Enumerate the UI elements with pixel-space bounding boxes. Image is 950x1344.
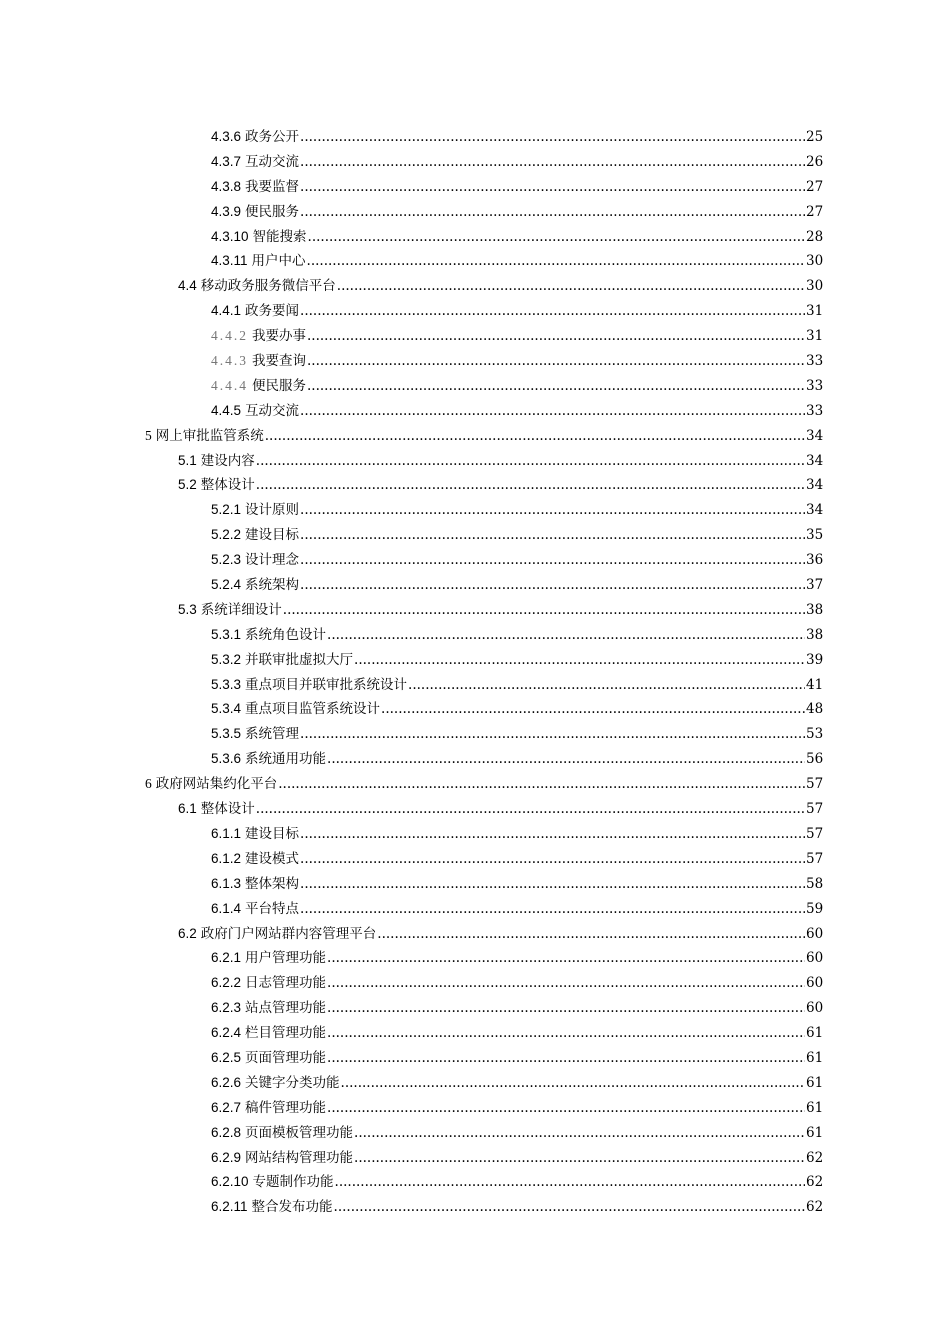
toc-entry-page-number: 34 xyxy=(806,502,824,519)
toc-entry-page-number: 34 xyxy=(806,452,824,469)
toc-entry-number: 5.2.2 xyxy=(211,527,242,543)
toc-entry-page-number: 57 xyxy=(806,850,824,867)
toc-entry-page-number: 31 xyxy=(806,328,824,345)
toc-entry[interactable] xyxy=(145,424,950,449)
toc-dot-leader xyxy=(377,922,805,947)
toc-entry-page-number: 62 xyxy=(806,1149,824,1166)
toc-entry-number: 6.2 xyxy=(178,925,197,941)
toc-entry[interactable] xyxy=(211,349,950,374)
toc-entry-page-number: 61 xyxy=(806,1099,824,1116)
toc-entry[interactable] xyxy=(211,648,950,673)
toc-entry-number: 6.2.9 xyxy=(211,1149,242,1165)
toc-entry-title: 系统详细设计 xyxy=(200,601,282,618)
toc-entry[interactable] xyxy=(211,1021,950,1046)
toc-entry-title: 政府门户网站群内容管理平台 xyxy=(200,925,377,942)
toc-entry-page-number: 39 xyxy=(806,651,824,668)
toc-entry-number: 4.4.4 xyxy=(211,377,248,393)
toc-entry-page-number: 60 xyxy=(806,1000,824,1017)
toc-dot-leader xyxy=(300,822,805,847)
toc-entry-title: 我要查询 xyxy=(252,353,306,370)
toc-entry-page-number: 31 xyxy=(806,303,824,320)
toc-entry-number: 6.2.7 xyxy=(211,1099,242,1115)
toc-entry-page-number: 61 xyxy=(806,1124,824,1141)
toc-entry-number: 6.1.4 xyxy=(211,900,242,916)
toc-entry-number: 6.2.4 xyxy=(211,1025,242,1041)
toc-entry[interactable] xyxy=(211,523,950,548)
toc-entry-title: 稿件管理功能 xyxy=(245,1099,327,1116)
toc-entry-page-number: 61 xyxy=(806,1049,824,1066)
toc-entry-number: 6.2.1 xyxy=(211,950,242,966)
toc-entry-number: 5.2.1 xyxy=(211,502,242,518)
toc-entry[interactable] xyxy=(211,1046,950,1071)
toc-entry-title: 重点项目监管系统设计 xyxy=(245,701,381,718)
toc-entry[interactable] xyxy=(178,922,950,947)
toc-dot-leader xyxy=(307,349,805,374)
toc-dot-leader xyxy=(300,175,805,200)
toc-dot-leader xyxy=(381,697,805,722)
toc-entry[interactable] xyxy=(211,946,950,971)
toc-entry-page-number: 28 xyxy=(806,228,824,245)
toc-entry-title: 系统通用功能 xyxy=(245,751,327,768)
toc-dot-leader xyxy=(327,971,805,996)
toc-entry-number: 4.4 xyxy=(178,278,197,294)
toc-entry-number: 4.4.1 xyxy=(211,303,242,319)
toc-entry-title: 设计原则 xyxy=(245,502,300,519)
toc-entry-page-number: 38 xyxy=(806,601,824,618)
toc-entry-title: 专题制作功能 xyxy=(252,1174,334,1191)
toc-dot-leader xyxy=(283,598,805,623)
toc-entry[interactable] xyxy=(211,971,950,996)
toc-entry-page-number: 33 xyxy=(806,402,824,419)
toc-entry-page-number: 59 xyxy=(806,900,824,917)
toc-dot-leader xyxy=(354,648,805,673)
toc-entry-title: 建设目标 xyxy=(245,825,300,842)
toc-entry-title: 政务公开 xyxy=(245,129,300,145)
toc-dot-leader xyxy=(337,274,805,299)
toc-entry-title: 栏目管理功能 xyxy=(245,1025,327,1042)
toc-entry-title: 网上审批监管系统 xyxy=(155,427,264,444)
toc-entry-title: 整体设计 xyxy=(200,477,255,494)
toc-entry[interactable] xyxy=(211,897,950,922)
toc-entry-page-number: 35 xyxy=(806,527,824,544)
toc-dot-leader xyxy=(300,125,805,150)
toc-entry-page-number: 57 xyxy=(806,801,824,818)
toc-entry[interactable] xyxy=(211,722,950,747)
toc-entry[interactable] xyxy=(178,797,950,822)
toc-entry-page-number: 37 xyxy=(806,577,824,594)
toc-entry[interactable] xyxy=(211,822,950,847)
toc-entry-number: 6.1.1 xyxy=(211,825,242,841)
toc-entry[interactable] xyxy=(211,1146,950,1171)
toc-entry[interactable] xyxy=(211,498,950,523)
toc-dot-leader xyxy=(327,1096,805,1121)
toc-entry[interactable] xyxy=(211,150,950,175)
toc-entry-page-number: 34 xyxy=(806,477,824,494)
toc-entry-title: 设计理念 xyxy=(245,552,300,569)
toc-entry-title: 互动交流 xyxy=(245,402,300,419)
toc-entry[interactable] xyxy=(211,1195,950,1220)
toc-entry[interactable] xyxy=(211,374,950,399)
toc-entry[interactable] xyxy=(178,598,950,623)
toc-entry-page-number: 60 xyxy=(806,925,824,942)
toc-entry-title: 整体架构 xyxy=(245,875,300,892)
toc-entry-number: 6.2.11 xyxy=(211,1199,248,1215)
toc-entry[interactable] xyxy=(211,1071,950,1096)
toc-entry-title: 系统架构 xyxy=(245,577,300,594)
toc-entry[interactable] xyxy=(211,1170,950,1195)
toc-entry-number: 5.2.4 xyxy=(211,577,242,593)
toc-entry-number: 5.2 xyxy=(178,477,197,493)
toc-entry[interactable] xyxy=(211,847,950,872)
toc-entry-page-number: 27 xyxy=(806,203,824,220)
toc-entry-number: 4.3.9 xyxy=(211,203,242,219)
toc-dot-leader xyxy=(256,449,805,474)
toc-entry-title: 便民服务 xyxy=(252,377,306,394)
toc-dot-leader xyxy=(300,523,805,548)
toc-dot-leader xyxy=(327,747,805,772)
toc-entry-number: 5.3.3 xyxy=(211,676,242,692)
toc-entry-title: 政务要闻 xyxy=(245,303,300,320)
toc-entry-page-number: 26 xyxy=(806,153,824,170)
toc-dot-leader xyxy=(256,473,805,498)
toc-entry-title: 建设目标 xyxy=(245,527,300,544)
toc-entry-number: 5.3.2 xyxy=(211,651,242,667)
toc-entry[interactable] xyxy=(211,573,950,598)
toc-entry-number: 4.3.6 xyxy=(211,129,242,144)
toc-dot-leader xyxy=(327,1021,805,1046)
toc-entry-number: 6.2.5 xyxy=(211,1049,242,1065)
toc-dot-leader xyxy=(300,150,805,175)
toc-entry-number: 4.3.7 xyxy=(211,153,242,169)
toc-entry-page-number: 57 xyxy=(806,825,824,842)
toc-entry-title: 我要监督 xyxy=(245,178,300,195)
toc-dot-leader xyxy=(265,424,805,449)
toc-entry-title: 整合发布功能 xyxy=(251,1199,333,1216)
toc-dot-leader xyxy=(335,1170,805,1195)
toc-dot-leader xyxy=(256,797,805,822)
toc-entry-number: 6 xyxy=(145,776,152,792)
toc-entry[interactable] xyxy=(211,324,950,349)
toc-entry-page-number: 25 xyxy=(806,129,824,145)
toc-entry[interactable] xyxy=(211,697,950,722)
toc-entry-title: 用户管理功能 xyxy=(245,950,327,967)
toc-entry-title: 整体设计 xyxy=(200,801,255,818)
toc-entry-page-number: 61 xyxy=(806,1074,824,1091)
toc-entry-page-number: 61 xyxy=(806,1025,824,1042)
table-of-contents xyxy=(0,125,950,1220)
toc-entry-title: 并联审批虚拟大厅 xyxy=(245,651,354,668)
toc-entry-page-number: 30 xyxy=(806,278,824,295)
toc-dot-leader xyxy=(300,573,805,598)
toc-dot-leader xyxy=(327,996,805,1021)
toc-entry[interactable] xyxy=(211,175,950,200)
toc-entry-page-number: 27 xyxy=(806,178,824,195)
toc-entry[interactable] xyxy=(211,747,950,772)
toc-entry[interactable] xyxy=(211,872,950,897)
toc-dot-leader xyxy=(300,498,805,523)
toc-entry-page-number: 58 xyxy=(806,875,824,892)
toc-entry-page-number: 41 xyxy=(806,676,824,693)
toc-entry-page-number: 62 xyxy=(806,1199,824,1216)
toc-entry-number: 4.4.2 xyxy=(211,328,248,344)
toc-entry-title: 智能搜索 xyxy=(252,228,307,245)
toc-entry-title: 建设模式 xyxy=(245,850,300,867)
toc-entry-page-number: 36 xyxy=(806,552,824,569)
toc-entry[interactable] xyxy=(211,399,950,424)
toc-entry-page-number: 60 xyxy=(806,975,824,992)
toc-dot-leader xyxy=(327,946,805,971)
toc-dot-leader xyxy=(408,673,805,698)
toc-entry-page-number: 53 xyxy=(806,726,824,743)
toc-entry-title: 我要办事 xyxy=(252,328,306,345)
toc-entry-number: 5.3.4 xyxy=(211,701,242,717)
toc-dot-leader xyxy=(300,399,805,424)
toc-entry-title: 系统角色设计 xyxy=(245,626,327,643)
toc-entry[interactable] xyxy=(211,548,950,573)
toc-entry-page-number: 62 xyxy=(806,1174,824,1191)
toc-entry-number: 4.3.10 xyxy=(211,228,249,244)
toc-entry-number: 5 xyxy=(145,427,152,443)
toc-entry-title: 日志管理功能 xyxy=(245,975,327,992)
toc-entry-title: 站点管理功能 xyxy=(245,1000,327,1017)
toc-entry[interactable] xyxy=(211,299,950,324)
toc-dot-leader xyxy=(300,847,805,872)
toc-entry-number: 6.2.10 xyxy=(211,1174,249,1190)
toc-entry-number: 4.3.11 xyxy=(211,253,248,269)
toc-dot-leader xyxy=(327,623,805,648)
toc-entry-number: 5.3.6 xyxy=(211,751,242,767)
toc-entry-number: 6.2.6 xyxy=(211,1074,242,1090)
toc-entry-title: 网站结构管理功能 xyxy=(245,1149,354,1166)
toc-entry-title: 平台特点 xyxy=(245,900,300,917)
toc-dot-leader xyxy=(300,299,805,324)
toc-entry-number: 5.3.5 xyxy=(211,726,242,742)
toc-entry-number: 6.2.3 xyxy=(211,1000,242,1016)
toc-entry-number: 6.1.2 xyxy=(211,850,242,866)
toc-dot-leader xyxy=(300,872,805,897)
toc-dot-leader xyxy=(327,1046,805,1071)
toc-dot-leader xyxy=(300,548,805,573)
toc-entry[interactable] xyxy=(178,473,950,498)
toc-dot-leader xyxy=(354,1121,805,1146)
toc-entry-title: 用户中心 xyxy=(251,253,306,270)
toc-entry[interactable] xyxy=(211,200,950,225)
toc-entry-page-number: 30 xyxy=(806,253,824,270)
toc-entry-title: 页面模板管理功能 xyxy=(245,1124,354,1141)
toc-entry-title: 移动政务服务微信平台 xyxy=(200,278,336,295)
toc-entry-page-number: 57 xyxy=(806,776,824,793)
toc-entry[interactable] xyxy=(211,1121,950,1146)
toc-entry-number: 4.4.3 xyxy=(211,353,248,369)
toc-entry-page-number: 33 xyxy=(806,353,824,370)
toc-entry[interactable] xyxy=(211,673,950,698)
toc-entry[interactable] xyxy=(211,1096,950,1121)
toc-dot-leader xyxy=(300,722,805,747)
toc-dot-leader xyxy=(300,897,805,922)
toc-entry-page-number: 60 xyxy=(806,950,824,967)
toc-entry-number: 4.3.8 xyxy=(211,178,242,194)
toc-entry-number: 4.4.5 xyxy=(211,402,242,418)
toc-entry-title: 关键字分类功能 xyxy=(245,1074,340,1091)
toc-entry[interactable] xyxy=(145,772,950,797)
toc-entry[interactable] xyxy=(211,623,950,648)
toc-dot-leader xyxy=(307,324,805,349)
toc-entry-number: 6.1 xyxy=(178,801,197,817)
toc-entry-page-number: 38 xyxy=(806,626,824,643)
toc-entry-number: 6.1.3 xyxy=(211,875,242,891)
toc-entry-title: 政府网站集约化平台 xyxy=(155,776,278,793)
toc-entry-title: 便民服务 xyxy=(245,203,300,220)
toc-dot-leader xyxy=(334,1195,805,1220)
toc-dot-leader xyxy=(307,374,805,399)
toc-entry-number: 5.2.3 xyxy=(211,552,242,568)
toc-entry-page-number: 48 xyxy=(806,701,824,718)
toc-entry-number: 5.3 xyxy=(178,601,197,617)
toc-entry[interactable] xyxy=(178,274,950,299)
toc-entry-page-number: 56 xyxy=(806,751,824,768)
toc-entry-page-number: 33 xyxy=(806,377,824,394)
toc-entry-page-number: 34 xyxy=(806,427,824,444)
toc-entry[interactable] xyxy=(211,225,950,250)
toc-entry[interactable] xyxy=(211,996,950,1021)
toc-entry-title: 建设内容 xyxy=(200,452,255,469)
toc-dot-leader xyxy=(341,1071,805,1096)
toc-dot-leader xyxy=(300,200,805,225)
toc-entry-title: 互动交流 xyxy=(245,153,300,170)
toc-entry[interactable] xyxy=(211,249,950,274)
toc-entry-number: 5.1 xyxy=(178,452,197,468)
toc-dot-leader xyxy=(308,225,805,250)
toc-entry-title: 系统管理 xyxy=(245,726,300,743)
toc-entry-title: 页面管理功能 xyxy=(245,1049,327,1066)
toc-dot-leader xyxy=(278,772,805,797)
toc-entry-number: 5.3.1 xyxy=(211,626,242,642)
toc-entry-title: 重点项目并联审批系统设计 xyxy=(245,676,408,693)
toc-entry-number: 6.2.8 xyxy=(211,1124,242,1140)
toc-entry[interactable] xyxy=(211,125,950,150)
toc-entry[interactable] xyxy=(178,449,950,474)
toc-dot-leader xyxy=(307,249,805,274)
toc-dot-leader xyxy=(354,1146,805,1171)
toc-entry-number: 6.2.2 xyxy=(211,975,242,991)
